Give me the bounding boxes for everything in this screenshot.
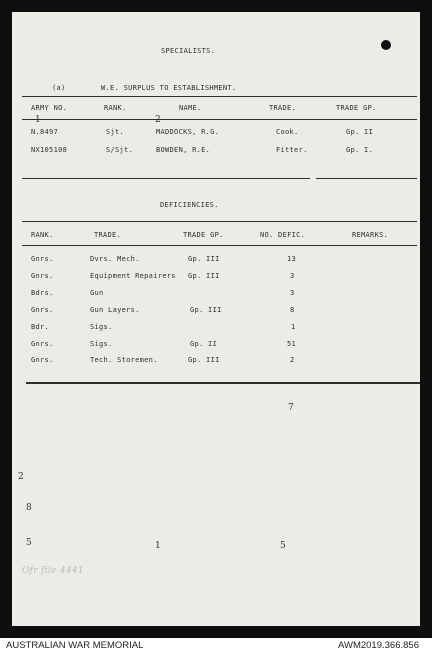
- margin-mark: 1: [155, 541, 161, 551]
- table-cell: BOWDEN, R.E.: [156, 146, 211, 154]
- table-cell: N.8497: [31, 128, 59, 136]
- table-cell: Fitter.: [276, 146, 308, 154]
- table-cell: Gp. III: [188, 356, 220, 364]
- section-end-rule: [22, 178, 310, 179]
- table-cell: NX105108: [31, 146, 68, 154]
- margin-mark: 5: [26, 538, 32, 548]
- table-top-rule: [22, 96, 417, 97]
- header-remarks: REMARKS.: [352, 231, 389, 239]
- table-cell: 3: [290, 272, 295, 280]
- table-cell: Gnrs.: [31, 272, 54, 280]
- document-title: SPECIALISTS.: [161, 47, 216, 55]
- table-cell: Bdr.: [31, 323, 50, 331]
- table-cell: 3: [290, 289, 295, 297]
- margin-mark: 1: [35, 115, 41, 125]
- table-cell: 13: [287, 255, 297, 263]
- footer-institution: AUSTRALIAN WAR MEMORIAL: [6, 640, 144, 651]
- deficiencies-title: DEFICIENCIES.: [160, 201, 219, 209]
- table-cell: Gp. I.: [346, 146, 374, 154]
- table-cell: Gp. III: [188, 255, 220, 263]
- table-cell: 1: [291, 323, 296, 331]
- table-cell: Gnrs.: [31, 255, 54, 263]
- section-a-title: W.E. SURPLUS TO ESTABLISHMENT.: [101, 84, 237, 92]
- footer-accession-number: AWM2019.366.856: [338, 640, 419, 651]
- table-cell: Sjt.: [106, 128, 125, 136]
- table-cell: Gnrs.: [31, 306, 54, 314]
- table-cell: Gun: [90, 289, 104, 297]
- table-cell: 51: [287, 340, 297, 348]
- table-cell: Gnrs.: [31, 356, 54, 364]
- margin-mark: 8: [26, 503, 32, 513]
- header-trade: TRADE.: [269, 104, 297, 112]
- header-bottom-rule: [22, 119, 417, 120]
- table-cell: Sigs.: [90, 340, 113, 348]
- header-rank: RANK.: [104, 104, 127, 112]
- table-cell: MADDOCKS, R.G.: [156, 128, 220, 136]
- header-rank: RANK.: [31, 231, 54, 239]
- table-cell: Gun Layers.: [90, 306, 140, 314]
- table-top-rule: [22, 221, 417, 222]
- table-cell: Sigs.: [90, 323, 113, 331]
- table-cell: Bdrs.: [31, 289, 54, 297]
- header-bottom-rule: [22, 245, 417, 246]
- header-no-defic: NO. DEFIC.: [260, 231, 306, 239]
- table-cell: Cook.: [276, 128, 299, 136]
- margin-mark: 5: [280, 541, 286, 551]
- header-army-no: ARMY NO.: [31, 104, 68, 112]
- header-trade: TRADE.: [94, 231, 122, 239]
- table-bottom-rule: [26, 382, 420, 384]
- section-end-rule: [316, 178, 417, 179]
- table-cell: Tech. Storemen.: [90, 356, 158, 364]
- table-cell: Dvrs. Mech.: [90, 255, 140, 263]
- header-trade-gp: TRADE GP.: [336, 104, 377, 112]
- table-cell: Gp. II: [190, 340, 218, 348]
- table-cell: 8: [290, 306, 295, 314]
- punch-hole: [381, 40, 391, 50]
- table-cell: Equipment Repairers: [90, 272, 176, 280]
- table-cell: Gp. III: [188, 272, 220, 280]
- pencil-annotation: Ofr file 4441: [22, 566, 84, 576]
- margin-mark: 2: [18, 472, 24, 482]
- table-cell: Gp. II: [346, 128, 374, 136]
- section-a-label: (a): [52, 84, 66, 92]
- header-name: NAME.: [179, 104, 202, 112]
- table-cell: Gp. III: [190, 306, 222, 314]
- header-trade-gp: TRADE GP.: [183, 231, 224, 239]
- table-cell: S/Sjt.: [106, 146, 134, 154]
- table-cell: Gnrs.: [31, 340, 54, 348]
- table-cell: 2: [290, 356, 295, 364]
- margin-mark: 2: [155, 115, 161, 125]
- margin-mark: 7: [288, 403, 294, 413]
